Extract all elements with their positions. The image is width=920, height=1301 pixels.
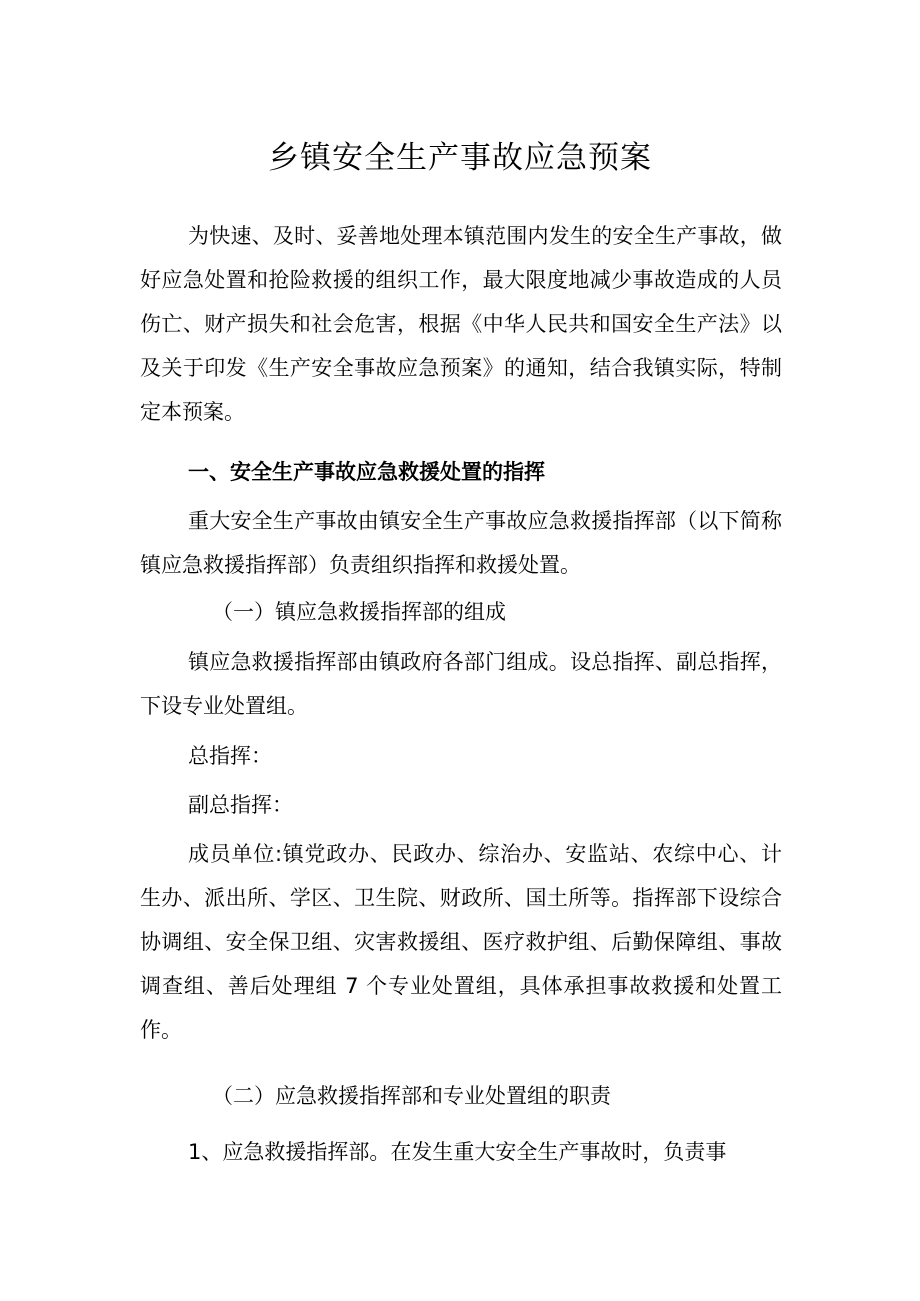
subsection-heading-2: （二）应急救援指挥部和专业处置组的职责	[212, 1084, 611, 1108]
intro-paragraph: 为快速、及时、妥善地处理本镇范围内发生的安全生产事故，做好应急处置和抢险救援的组织工作，最大限度地减少事故造成的人员伤亡、财产损失和社会危害，根据《中华人民共和国安全生产法》以及关于印发《生产安全事故应急预案》的通知，结合我镇实际，特制定本预案。	[140, 224, 782, 424]
member-units-paragraph: 成员单位:镇党政办、民政办、综治办、安监站、农综中心、计生办、派出所、学区、卫生院、财政所、国土所等。指挥部下设综合协调组、安全保卫组、灾害救援组、医疗救护组、后勤保障组、事故调查组、善后处理组 7 个专业处置组，具体承担事故救援和处置工作。	[140, 842, 782, 1042]
section-heading-1: 一、安全生产事故应急救援处置的指挥	[188, 460, 545, 484]
deputy-commander-label: 副总指挥：	[188, 793, 293, 817]
section1-paragraph: 重大安全生产事故由镇安全生产事故应急救援指挥部（以下简称镇应急救援指挥部）负责组织指挥和救援处置。	[140, 509, 782, 577]
commander-label: 总指挥：	[188, 744, 272, 768]
subsection-heading-1: （一）镇应急救援指挥部的组成	[212, 600, 506, 624]
document-title: 乡镇安全生产事故应急预案	[268, 140, 652, 176]
subsection1-paragraph: 镇应急救援指挥部由镇政府各部门组成。设总指挥、副总指挥，下设专业处置组。	[140, 650, 782, 718]
item1-paragraph: 1、应急救援指挥部。在发生重大安全生产事故时，负责事	[188, 1140, 727, 1164]
